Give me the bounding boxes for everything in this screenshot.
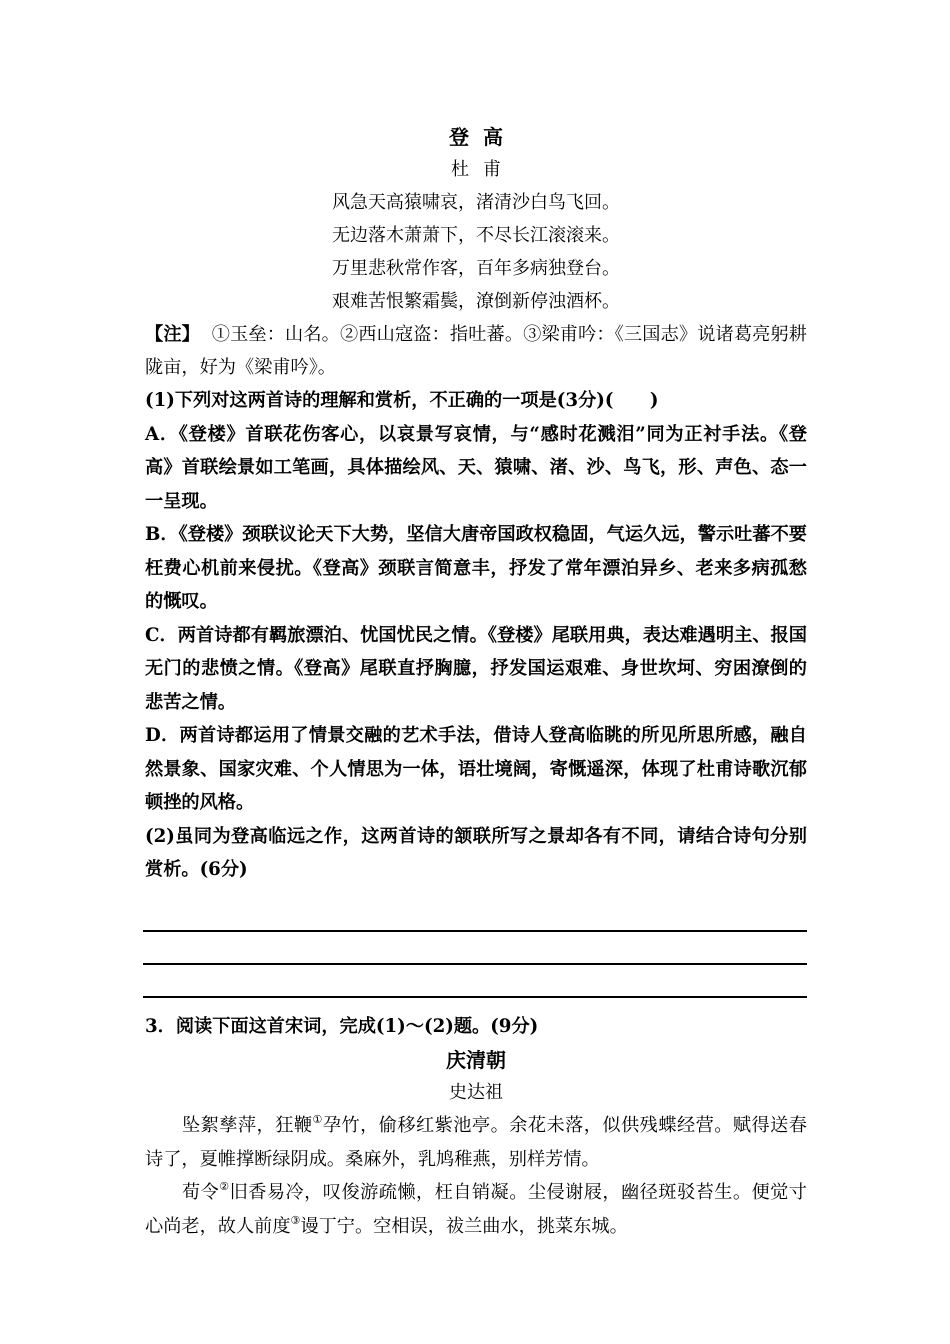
poem-line: 风急天高猿啸哀，渚清沙白鸟飞回。 (332, 192, 620, 213)
footnote-label: 【注】 (145, 324, 200, 345)
question-3-stem: 3．阅读下面这首宋词，完成(1)～(2)题。(9分) (145, 1015, 539, 1037)
footnote-marker: ② (219, 1180, 230, 1193)
footnote-text: ①玉垒：山名。②西山寇盗：指吐蕃。③梁甫吟：《三国志》说诸葛亮躬耕陇亩，好为《梁甫吟》。 (145, 324, 807, 378)
ci-text: 孕竹，偷移红紫池亭。余花未落，似供残蝶经营。赋得送春诗了，夏帷撑断绿阴成。桑麻外，乳鸠稚燕，别样芳情。 (145, 1115, 807, 1170)
option-b: B．《登楼》颈联议论天下大势，坚信大唐帝国政权稳固，气运久远，警示吐蕃不要枉费心机前来侵扰。《登高》颈联言简意丰，抒发了常年漂泊异乡、老来多病孤愁的慨叹。 (145, 524, 807, 612)
ci-text: 坠絮孳萍，狂鞭 (182, 1115, 313, 1136)
footnote-marker: ③ (290, 1213, 301, 1227)
ci-paragraph-2 (145, 1176, 807, 1243)
footnote (145, 318, 807, 384)
ci-title: 庆清朝 (446, 1048, 506, 1072)
answer-line[interactable] (143, 965, 807, 998)
poem-title: 登高 (449, 125, 517, 149)
ci-text: 谩丁宁。空相误，祓兰曲水，挑菜东城。 (300, 1215, 628, 1237)
ci-paragraph-1 (145, 1109, 807, 1176)
poem-line: 艰难苦恨繁霜鬓，潦倒新停浊酒杯。 (332, 291, 620, 312)
poem-author: 杜甫 (451, 159, 515, 180)
ci-author: 史达祖 (449, 1082, 503, 1103)
answer-line[interactable] (143, 932, 807, 965)
option-d: D．两首诗都运用了情景交融的艺术手法，借诗人登高临眺的所见所思所感，融自然景象、国家灾难、个人情思为一体，语壮境阔，寄慨遥深，体现了杜甫诗歌沉郁顿挫的风格。 (145, 725, 807, 813)
question-2-stem: (2)虽同为登高临远之作，这两首诗的颔联所写之景却各有不同，请结合诗句分别赏析。(6分) (145, 825, 807, 880)
footnote-marker: ① (312, 1113, 323, 1126)
ci-text: 旧香易冷，叹俊游疏懒，枉自销凝。尘侵谢屐，幽径斑驳苔生。便觉寸心尚老，故人前度 (145, 1182, 807, 1237)
option-a: A．《登楼》首联花伤客心，以哀景写哀情，与“感时花溅泪”同为正衬手法。《登高》首联绘景如工笔画，具体描绘风、天、猿啸、渚、沙、鸟飞，形、声色、态一一呈现。 (145, 423, 807, 512)
document-page (145, 120, 807, 1243)
question-1-stem: (1)下列对这两首诗的理解和赏析，不正确的一项是(3分)( ) (145, 390, 659, 411)
option-c: C．两首诗都有羁旅漂泊、忧国忧民之情。《登楼》尾联用典，表达难遇明主、报国无门的悲愤之情。《登高》尾联直抒胸臆，抒发国运艰难、身世坎坷、穷困潦倒的悲苦之情。 (145, 624, 807, 713)
poem-line: 无边落木萧萧下，不尽长江滚滚来。 (332, 225, 620, 246)
poem-line: 万里悲秋常作客，百年多病独登台。 (332, 258, 620, 279)
answer-line[interactable] (143, 899, 807, 932)
ci-text: 荀令 (182, 1182, 220, 1203)
